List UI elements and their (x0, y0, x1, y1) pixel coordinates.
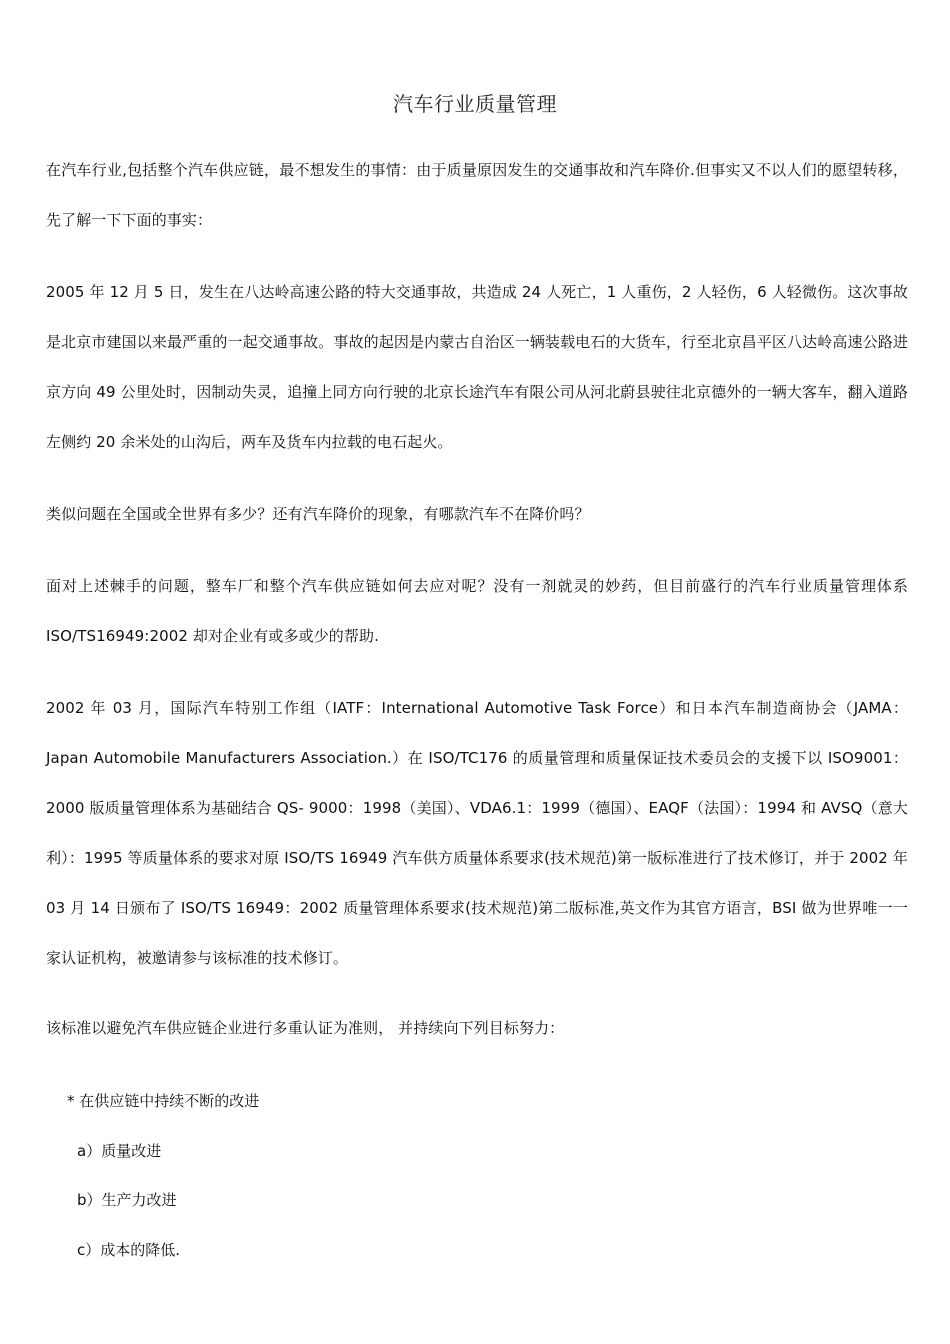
document-title: 汽车行业质量管理 (393, 92, 557, 116)
paragraph-intro: 在汽车行业,包括整个汽车供应链，最不想发生的事情：由于质量原因发生的交通事故和汽车降价.但事实又不以人们的愿望转移，先了解一下下面的事实： (46, 161, 908, 229)
paragraph-question: 类似问题在全国或全世界有多少？还有汽车降价的现象，有哪款汽车不在降价吗？ (46, 505, 590, 523)
paragraph-goals: 该标准以避免汽车供应链企业进行多重认证为准则， 并持续向下列目标努力： (46, 1019, 565, 1037)
paragraph-standard-intro: 面对上述棘手的问题，整车厂和整个汽车供应链如何去应对呢？没有一剂就灵的妙药，但目前盛行的汽车行业质量管理体系 ISO/TS16949:2002 却对企业有或多或少的帮助. (46, 577, 908, 645)
paragraph-history: 2002 年 03 月，国际汽车特别工作组（IATF：International Automotive Task Force）和日本汽车制造商协会（JAMA：Japan Automobile Manufacturers Association.）在 ISO/TC176 的质量管理和质量保证技术委员会的支援下以 ISO9001：2000 版质量管理体系为基础结合 QS- 9000：1998（美国）、VDA6.1：1999（德国）、EAQF（法国）：1994 和 AVSQ（意大利）：1995 等质量体系的要求对原 ISO/TS 16949 汽车供方质量体系要求(技术规范)第一版标准进行了技术修订，并于 2002 年 03 月 14 日颁布了 ISO/TS 16949：2002 质量管理体系要求(技术规范)第二版标准,英文作为其官方语言，BSI 做为世界唯一一家认证机构，被邀请参与该标准的技术修订。 (46, 699, 908, 967)
list-item: c）成本的降低. (77, 1241, 181, 1259)
list-heading: * 在供应链中持续不断的改进 (67, 1092, 260, 1110)
paragraph-accident: 2005 年 12 月 5 日，发生在八达岭高速公路的特大交通事故，共造成 24 人死亡，1 人重伤，2 人轻伤，6 人轻微伤。这次事故是北京市建国以来最严重的一起交通事故。事故的起因是内蒙古自治区一辆装载电石的大货车，行至北京昌平区八达岭高速公路进京方向 49 公里处时，因制动失灵，追撞上同方向行驶的北京长途汽车有限公司从河北蔚县驶往北京德外的一辆大客车，翻入道路左侧约 20 余米处的山沟后，两车及货车内拉载的电石起火。 (46, 283, 908, 451)
list-item: b）生产力改进 (77, 1191, 177, 1209)
list-item: a）质量改进 (77, 1142, 162, 1160)
